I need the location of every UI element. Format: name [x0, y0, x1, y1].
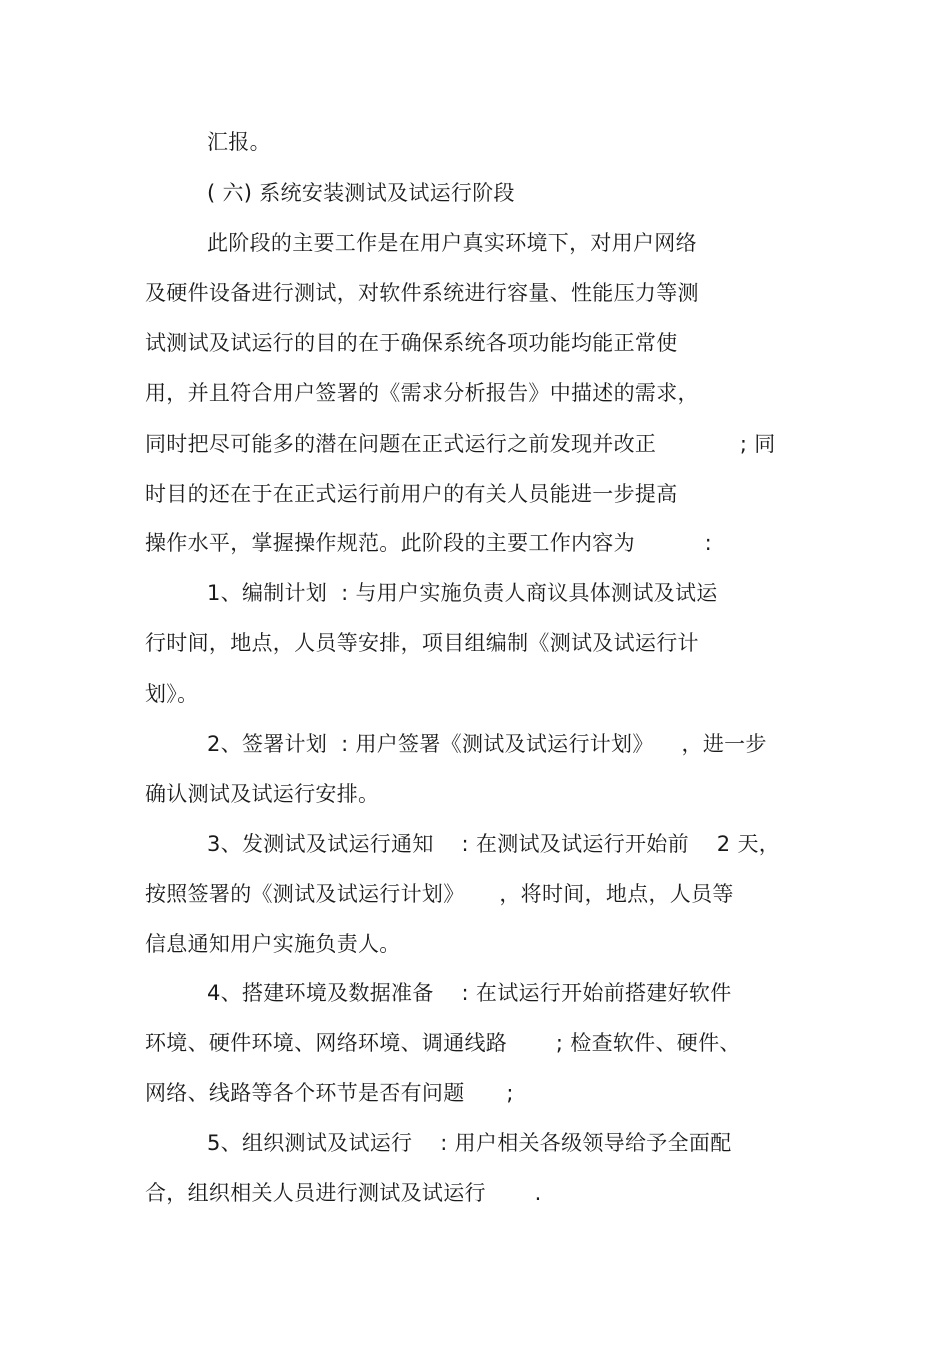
- text-line: 行时间，地点，人员等安排，项目组编制《测试及试运行计: [145, 631, 699, 655]
- text-line: 按照签署的《测试及试运行计划》 ，将时间，地点，人员等: [145, 882, 734, 906]
- list-item-3: 3、发测试及试运行通知 : 在测试及试运行开始前 2 天，: [207, 832, 781, 856]
- text-line: 此阶段的主要工作是在用户真实环境下，对用户网络: [207, 231, 697, 255]
- text-line: 试测试及试运行的目的在于确保系统各项功能均能正常使: [145, 331, 678, 355]
- text-line: 环境、硬件环境、网络环境、调通线路 ; 检查软件、硬件、: [145, 1031, 741, 1055]
- text-line: 网络、线路等各个环节是否有问题 ;: [145, 1081, 514, 1105]
- text-line: 信息通知用户实施负责人。: [145, 932, 401, 956]
- text-line: 同时把尽可能多的潜在问题在正式运行之前发现并改正 ; 同: [145, 432, 776, 456]
- text-line: 合，组织相关人员进行测试及试运行 .: [145, 1181, 542, 1205]
- text-line: 汇报。: [207, 130, 271, 154]
- text-line: 操作水平，掌握操作规范。此阶段的主要工作内容为 :: [145, 531, 713, 555]
- list-item-1: 1、编制计划 : 与用户实施负责人商议具体测试及试运: [207, 581, 718, 605]
- text-line: 划》。: [145, 682, 199, 706]
- list-item-2: 2、签署计划 : 用户签署《测试及试运行计划》 ，进一步: [207, 732, 767, 756]
- list-item-5: 5、组织测试及试运行 : 用户相关各级领导给予全面配: [207, 1131, 732, 1155]
- section-heading: ( 六) 系统安装测试及试运行阶段: [207, 181, 515, 205]
- text-line: 时目的还在于在正式运行前用户的有关人员能进一步提高: [145, 482, 678, 506]
- text-line: 用，并且符合用户签署的《需求分析报告》中描述的需求，: [145, 381, 699, 405]
- text-line: 及硬件设备进行测试，对软件系统进行容量、性能压力等测: [145, 281, 699, 305]
- text-line: 确认测试及试运行安排。: [145, 782, 380, 806]
- list-item-4: 4、搭建环境及数据准备 : 在试运行开始前搭建好软件: [207, 981, 732, 1005]
